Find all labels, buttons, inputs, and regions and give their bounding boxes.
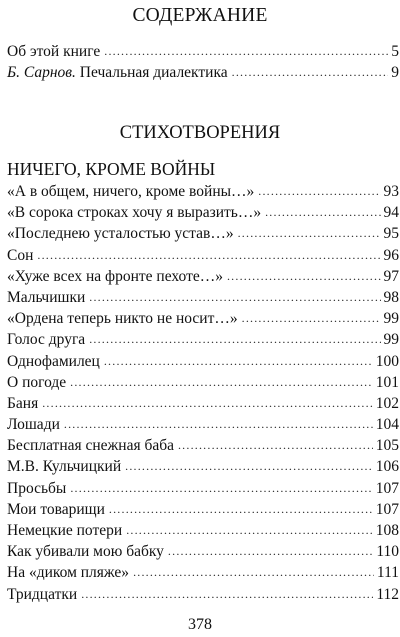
dot-leader: [89, 287, 380, 308]
page-number: 378: [188, 616, 212, 633]
toc-entry-title: На «диком пляже»: [7, 564, 130, 582]
toc-entry-title: О погоде: [7, 373, 67, 391]
toc-entry-title: Об этой книге: [7, 43, 101, 60]
toc-entry-page: 107: [375, 500, 399, 518]
toc-entry: [7, 478, 399, 499]
section-title: СТИХОТВОРЕНИЯ: [119, 123, 281, 143]
toc-entry: [7, 181, 399, 202]
subsection-title: НИЧЕГО, КРОМЕ ВОЙНЫ: [7, 159, 216, 179]
toc-entry-page: 104: [375, 416, 399, 434]
toc-entry-page: 101: [375, 373, 399, 391]
toc-entry-label: [7, 62, 228, 83]
toc-entry-page: 99: [383, 310, 399, 328]
poem-list: [7, 181, 399, 605]
toc-entry-title: «А в общем, ничего, кроме войны…»: [7, 183, 255, 200]
toc-entry-page: 112: [376, 585, 399, 603]
toc-entry: [7, 414, 399, 435]
toc-entry-page: 107: [375, 479, 399, 497]
dot-leader: [70, 372, 373, 393]
toc-entry: [7, 435, 399, 456]
toc-entry: [7, 499, 399, 520]
toc-entry: [7, 266, 399, 287]
dot-leader: [104, 351, 373, 372]
toc-entry-title: «Последнею усталостью устав…»: [7, 225, 234, 243]
dot-leader: [232, 62, 389, 83]
dot-leader: [64, 414, 373, 435]
toc-entry-title: «В сорока строках хочу я выразить…»: [7, 204, 262, 222]
toc-entry-page: 93: [383, 183, 399, 200]
toc-entry: [7, 520, 399, 541]
dot-leader: [42, 393, 373, 414]
toc-entry-page: 108: [375, 522, 399, 539]
dot-leader: [109, 499, 373, 520]
toc-entry: [7, 245, 399, 266]
toc-entry-title: «Хуже всех на фронте пехоте…»: [7, 267, 223, 285]
toc-entry-title: Баня: [7, 394, 39, 412]
dot-leader: [104, 41, 388, 62]
toc-entry-page: 96: [383, 246, 399, 264]
toc-entry-page: 94: [383, 204, 399, 222]
toc-entry: [7, 351, 399, 372]
dot-leader: [265, 202, 380, 223]
dot-leader: [242, 308, 381, 329]
dot-leader: [168, 541, 373, 562]
toc-entry-page: 97: [383, 267, 399, 285]
toc-entry-title: Тридцатки: [7, 585, 78, 603]
toc-entry-title: Однофамилец: [7, 352, 100, 370]
dot-leader: [227, 266, 381, 287]
dot-leader: [37, 245, 380, 266]
dot-leader: [126, 520, 373, 541]
toc-entry-title: М.В. Кульчицкий: [7, 458, 122, 476]
toc-entry: [7, 308, 399, 329]
toc-entry: [7, 372, 399, 393]
toc-entry-page: 105: [375, 437, 399, 455]
toc-entry-page: 98: [383, 288, 399, 306]
toc-entry: [7, 41, 399, 62]
toc-entry: [7, 329, 399, 350]
toc-entry-page: 99: [383, 331, 399, 349]
toc-entry-title: Лошади: [7, 416, 60, 434]
toc-entry-page: 102: [375, 394, 399, 412]
toc-entry: [7, 223, 399, 244]
toc-entry-title: Печальная диалектика: [75, 64, 228, 82]
toc-entry: [7, 456, 399, 477]
dot-leader: [81, 584, 373, 605]
toc-entry-title: Просьбы: [7, 479, 67, 497]
toc-entry-title: Как убивали мою бабку: [7, 543, 164, 561]
dot-leader: [258, 181, 380, 202]
toc-entry: [7, 202, 399, 223]
toc-entry: [7, 62, 399, 83]
dot-leader: [89, 329, 380, 350]
toc-entry-title: Немецкие потери: [7, 522, 123, 539]
toc-entry-page: 111: [376, 564, 399, 582]
toc-entry: [7, 393, 399, 414]
dot-leader: [70, 478, 372, 499]
front-matter-list: [7, 41, 399, 83]
toc-entry-title: Сон: [7, 246, 34, 264]
toc-entry-page: 100: [375, 352, 399, 370]
dot-leader: [133, 562, 374, 583]
toc-entry-title: Мои товарищи: [7, 500, 105, 518]
toc-entry: [7, 584, 399, 605]
dot-leader: [238, 223, 381, 244]
toc-entry-author: Б. Сарнов.: [7, 64, 76, 82]
dot-leader: [178, 435, 373, 456]
toc-entry-title: Бесплатная снежная баба: [7, 437, 174, 455]
toc-entry-title: Мальчишки: [7, 288, 86, 306]
toc-entry-page: 9: [391, 64, 399, 82]
toc-entry-page: 106: [375, 458, 399, 476]
toc-entry-page: 95: [383, 225, 399, 243]
toc-entry: [7, 541, 399, 562]
toc-entry-title: Голос друга: [7, 331, 86, 349]
toc-entry: [7, 287, 399, 308]
toc-entry: [7, 562, 399, 583]
dot-leader: [125, 456, 373, 477]
page-title: СОДЕРЖАНИЕ: [132, 5, 268, 26]
toc-entry-page: 110: [376, 543, 399, 561]
toc-entry-page: 5: [391, 43, 399, 60]
toc-entry-title: «Ордена теперь никто не носит…»: [7, 310, 238, 328]
